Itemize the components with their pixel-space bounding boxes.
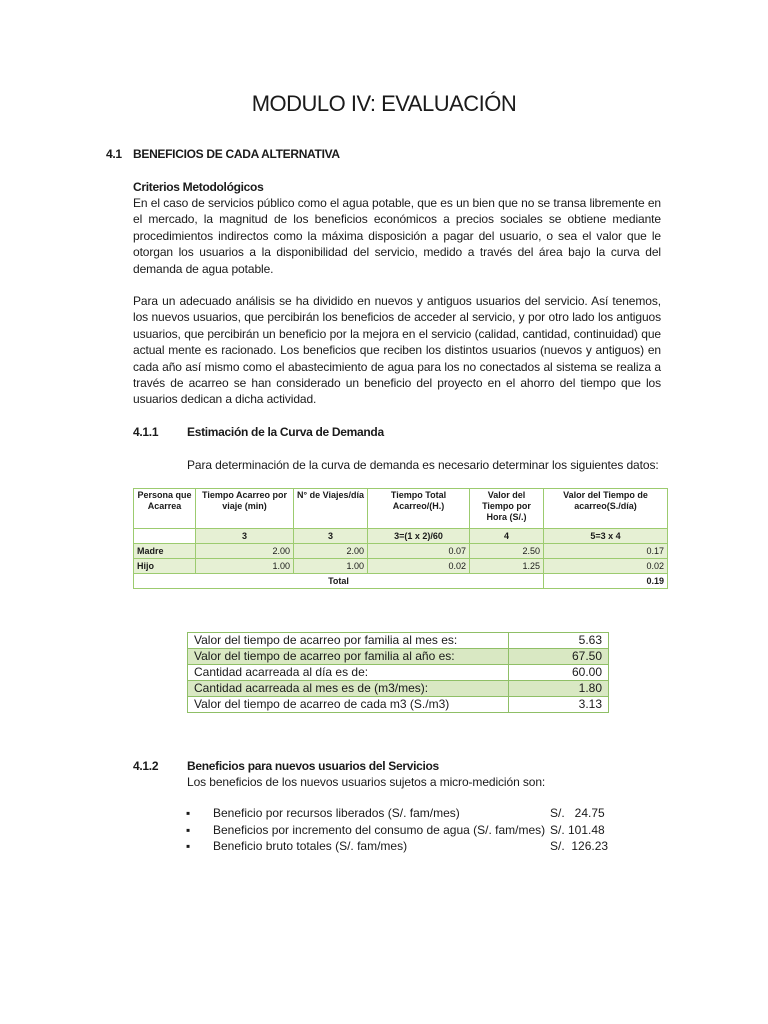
header-cell: Persona que Acarrea [134, 489, 196, 529]
benefit-value: S/. 126.23 [550, 839, 609, 853]
table-cell: 1.00 [294, 559, 368, 574]
table-cell: 1.25 [470, 559, 544, 574]
criterios-heading: Criterios Metodológicos [133, 180, 264, 194]
subsection-412-intro: Los beneficios de los nuevos usuarios sujetos a micro-medición son: [187, 775, 546, 789]
row-label: Cantidad acarreada al mes es de (m3/mes): [188, 681, 509, 697]
index-cell: 4 [470, 529, 544, 544]
table-cell: 0.02 [368, 559, 470, 574]
index-cell [134, 529, 196, 544]
criterios-paragraph-2: Para un adecuado análisis se ha dividido en nuevos y antiguos usuarios del servicio. Así tenemos, los nuevos usuarios, que percibirán los beneficios de acceder al servicio, y por otro lado los antiguos usuarios, que percibirán un beneficio por la mejora en el servicio (calidad, cantidad, continuidad) que actual mente es racionado. Los beneficios que reciben los distintos usuarios (nuevos y antiguos) en cada año así mismo como el abastecimiento de agua para los no conectados al sistema se realiza a través de acarreo se han considerado un beneficio del proyecto en el ahorro del tiempo que los usuarios dedican a dicha actividad. [133, 294, 661, 407]
table-row [188, 649, 609, 665]
table-row [188, 697, 609, 713]
table-cell: 2.50 [470, 544, 544, 559]
bullet-icon: ▪ [186, 839, 191, 853]
row-value: 5.63 [509, 633, 609, 649]
row-label: Valor del tiempo de acarreo de cada m3 (S./m3) [188, 697, 509, 713]
row-label: Madre [134, 544, 196, 559]
benefit-value: S/. 24.75 [550, 806, 605, 820]
row-value: 60.00 [509, 665, 609, 681]
header-cell: Valor del Tiempo de acarreo(S./día) [544, 489, 668, 529]
table-cell: 2.00 [294, 544, 368, 559]
section-number: 4.1 [106, 147, 122, 161]
table-index-row [134, 529, 668, 544]
table-cell: 2.00 [196, 544, 294, 559]
row-label: Cantidad acarreada al día es de: [188, 665, 509, 681]
bullet-icon: ▪ [186, 822, 191, 837]
row-value: 3.13 [509, 697, 609, 713]
page-title: MODULO IV: EVALUACIÓN [251, 91, 517, 116]
benefit-label: Beneficios por incremento del consumo de agua (S/. fam/mes) [213, 822, 546, 837]
total-value: 0.19 [544, 574, 668, 589]
table-row [188, 633, 609, 649]
table-header-row [134, 489, 668, 529]
subsection-412-title: Beneficios para nuevos usuarios del Servicios [187, 759, 439, 773]
list-item [186, 838, 626, 855]
header-cell: N° de Viajes/día [294, 489, 368, 529]
table-total-row [134, 574, 668, 589]
row-value: 67.50 [509, 649, 609, 665]
total-label: Total [134, 574, 544, 589]
table-row [188, 681, 609, 697]
section-title: BENEFICIOS DE CADA ALTERNATIVA [133, 147, 340, 161]
header-cell: Tiempo Acarreo por viaje (min) [196, 489, 294, 529]
table-row [134, 544, 668, 559]
row-label: Valor del tiempo de acarreo por familia al mes es: [188, 633, 509, 649]
subsection-411-title: Estimación de la Curva de Demanda [187, 425, 384, 439]
carry-value-table [187, 632, 609, 713]
row-label: Valor del tiempo de acarreo por familia al año es: [188, 649, 509, 665]
header-cell: Valor del Tiempo por Hora (S/.) [470, 489, 544, 529]
table-cell: 0.07 [368, 544, 470, 559]
bullet-icon: ▪ [186, 806, 191, 820]
subsection-411-intro: Para determinación de la curva de demanda es necesario determinar los siguientes datos: [187, 458, 659, 472]
index-cell: 5=3 x 4 [544, 529, 668, 544]
benefit-label: Beneficio bruto totales (S/. fam/mes) [213, 839, 408, 853]
row-value: 1.80 [509, 681, 609, 697]
table-cell: 0.17 [544, 544, 668, 559]
index-cell: 3 [294, 529, 368, 544]
subsection-412-number: 4.1.2 [133, 759, 159, 773]
row-label: Hijo [134, 559, 196, 574]
list-item [186, 822, 626, 839]
table-cell: 1.00 [196, 559, 294, 574]
demand-curve-table [133, 488, 668, 589]
index-cell: 3 [196, 529, 294, 544]
subsection-411-number: 4.1.1 [133, 425, 159, 439]
benefits-list [186, 805, 626, 855]
table-cell: 0.02 [544, 559, 668, 574]
header-cell: Tiempo Total Acarreo/(H.) [368, 489, 470, 529]
table-row [188, 665, 609, 681]
index-cell: 3=(1 x 2)/60 [368, 529, 470, 544]
criterios-paragraph-1: En el caso de servicios público como el agua potable, que es un bien que no se transa libremente en el mercado, la magnitud de los beneficios económicos a precios sociales se obtiene mediante procedimientos indirectos como la máxima disposición a pagar del usuario, o sea el valor que le otorgan los usuarios a la disponibilidad del servicio, medido a través del área bajo la curva del demanda de agua potable. [133, 196, 661, 276]
list-item [186, 805, 626, 822]
benefit-value: S/. 101.48 [550, 822, 605, 837]
table-row [134, 559, 668, 574]
benefit-label: Beneficio por recursos liberados (S/. fam/mes) [213, 806, 460, 820]
